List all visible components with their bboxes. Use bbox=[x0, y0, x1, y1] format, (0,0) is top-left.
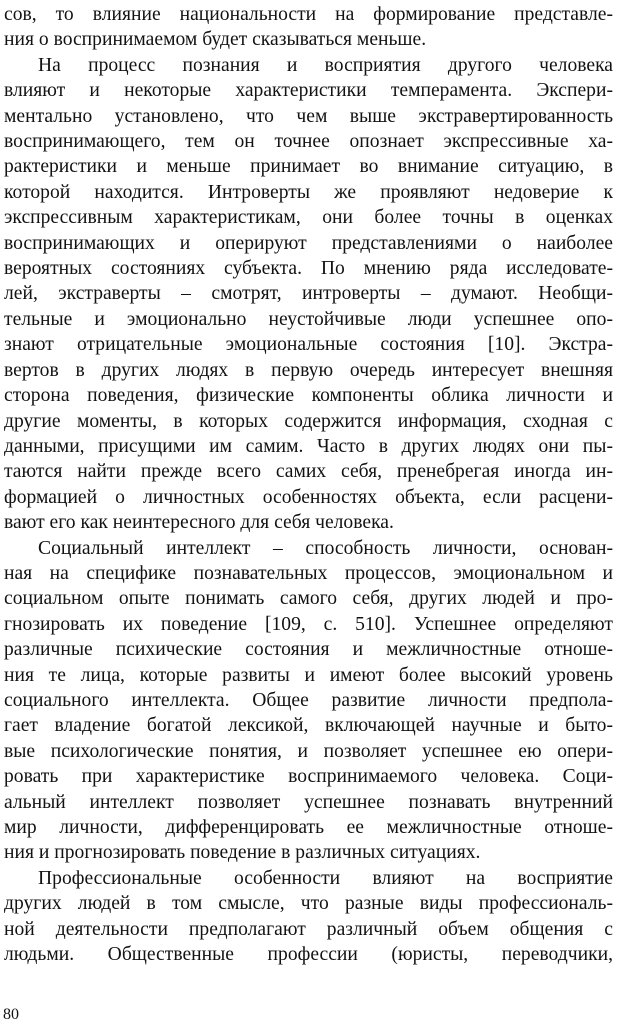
paragraph-1 bbox=[4, 2, 613, 53]
text-line: социального интеллекта. Общее развитие личности предпола- bbox=[4, 689, 613, 711]
text-line: различные психические состояния и межличностные отноше- bbox=[4, 639, 613, 661]
text-line: других людей в том смысле, что разные виды профессиональ- bbox=[4, 893, 613, 915]
text-line: На процесс познания и восприятия другого человека bbox=[38, 54, 613, 76]
text-line: социальном опыте понимать самого себя, других людей и про- bbox=[4, 588, 613, 610]
text-line: людьми. Общественные профессии (юристы, переводчики, bbox=[4, 944, 613, 966]
text-line: вают его как неинтересного для себя человека. bbox=[4, 512, 394, 534]
text-line: ния те лица, которые развиты и имеют более высокий уровень bbox=[4, 664, 613, 686]
text-line: мир личности, дифференцировать ее межличностные отноше- bbox=[4, 817, 613, 838]
text-line: ная на специфике познавательных процессов, эмоциональном и bbox=[4, 562, 613, 584]
text-line: ной деятельности предполагают различный объем общения с bbox=[4, 918, 613, 940]
text-line: вероятных состояниях субъекта. По мнению ряда исследовате- bbox=[4, 258, 613, 280]
text-line: гает владение богатой лексикой, включающей научные и быто- bbox=[4, 715, 613, 737]
text-line: данными, присущими им самим. Часто в других людях они пы- bbox=[4, 435, 613, 457]
text-line: экспрессивным характеристикам, они более точны в оценках bbox=[4, 207, 613, 229]
text-line: другие моменты, в которых содержится информация, сходная с bbox=[4, 410, 613, 432]
text-line: сторона поведения, физические компоненты облика личности и bbox=[4, 385, 613, 407]
paragraph-3 bbox=[4, 536, 613, 866]
text-line: гнозировать их поведение [109, с. 510]. Успешнее определяют bbox=[4, 613, 613, 635]
text-line: сов, то влияние национальности на формирование представле- bbox=[4, 4, 613, 25]
text-line: лей, экстраверты – смотрят, интроверты – думают. Необщи- bbox=[4, 283, 613, 305]
text-line: знают отрицательные эмоциональные состояния [10]. Экстра- bbox=[4, 334, 613, 356]
text-line: воспринимающего, тем он точнее опознает экспрессивные ха- bbox=[4, 131, 613, 153]
paragraph-2 bbox=[4, 53, 613, 536]
text-line: альный интеллект позволяет успешнее познавать внутренний bbox=[4, 791, 613, 813]
text-line: Социальный интеллект – способность личности, основан- bbox=[38, 537, 613, 559]
body-text bbox=[4, 2, 613, 967]
text-line: ния о воспринимаемом будет сказываться меньше. bbox=[4, 29, 427, 51]
text-line: ния и прогнозировать поведение в различных ситуациях. bbox=[4, 842, 481, 864]
text-line: формацией о личностных особенностях объекта, если расцени- bbox=[4, 486, 613, 508]
page-number: 80 bbox=[3, 1006, 19, 1023]
text-line: тельные и эмоционально неустойчивые люди успешнее опо- bbox=[4, 308, 613, 330]
text-line: вертов в других людях в первую очередь интересует внешняя bbox=[4, 359, 613, 381]
paragraph-4 bbox=[4, 866, 613, 968]
text-line: которой находится. Интроверты же проявляют недоверие к bbox=[4, 181, 613, 203]
text-line: Профессиональные особенности влияют на восприятие bbox=[38, 867, 613, 889]
text-line: вые психологические понятия, и позволяет успешнее ею опери- bbox=[4, 740, 613, 762]
text-line: рактеристики и меньше принимает во внимание ситуацию, в bbox=[4, 156, 613, 178]
text-line: воспринимающих и оперируют представлениями о наиболее bbox=[4, 232, 613, 254]
text-line: ровать при характеристике воспринимаемого человека. Соци- bbox=[4, 766, 613, 788]
text-line: влияют и некоторые характеристики темперамента. Экспери- bbox=[4, 80, 613, 102]
text-line: ментально установлено, что чем выше экстравертированность bbox=[4, 105, 613, 127]
text-line: таются найти прежде всего самих себя, пренебрегая иногда ин- bbox=[4, 461, 613, 483]
